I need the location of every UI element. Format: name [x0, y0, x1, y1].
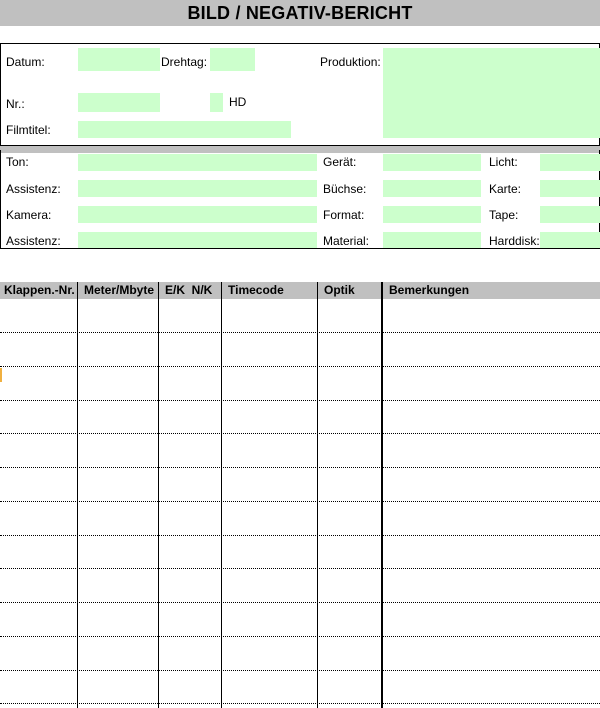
table-row[interactable] [0, 636, 600, 637]
licht-label: Licht: [489, 155, 518, 169]
nr-field[interactable] [78, 93, 160, 112]
datum-label: Datum: [6, 55, 45, 69]
col-header-klappen: Klappen.-Nr. [4, 283, 75, 297]
ton-field[interactable] [78, 154, 317, 171]
hd-label: HD [229, 95, 247, 109]
col-header-meter: Meter/Mbyte [84, 283, 155, 297]
col-divider [381, 282, 383, 708]
produktion-field[interactable] [383, 48, 600, 138]
table-row[interactable] [0, 467, 600, 468]
table-row[interactable] [0, 535, 600, 536]
col-header-ek-nk: E/K N/K [165, 283, 213, 297]
drehtag-field[interactable] [210, 48, 255, 71]
buechse-label: Büchse: [323, 182, 367, 196]
table-row[interactable] [0, 703, 600, 704]
geraet-field[interactable] [383, 154, 481, 171]
col-header-optik: Optik [324, 283, 355, 297]
ton-label: Ton: [6, 155, 29, 169]
assistenz2-label: Assistenz: [6, 234, 61, 248]
assistenz2-field[interactable] [78, 232, 317, 248]
filmtitel-field[interactable] [78, 121, 291, 138]
active-cell-marker [0, 368, 2, 382]
col-header-timecode: Timecode [228, 283, 284, 297]
table-row[interactable] [0, 568, 600, 569]
produktion-label: Produktion: [320, 55, 381, 69]
format-label: Format: [323, 208, 365, 222]
col-divider [158, 282, 159, 708]
kamera-field[interactable] [78, 206, 317, 223]
assistenz1-field[interactable] [78, 180, 317, 197]
table-row[interactable] [0, 400, 600, 401]
col-header-bemerkungen: Bemerkungen [389, 283, 470, 297]
table-header [0, 282, 600, 299]
col-divider [77, 282, 78, 708]
col-divider [221, 282, 222, 708]
buechse-field[interactable] [383, 180, 481, 197]
material-field[interactable] [383, 232, 481, 248]
table-row[interactable] [0, 501, 600, 502]
filmtitel-label: Filmtitel: [6, 123, 51, 137]
datum-field[interactable] [78, 48, 160, 71]
table-row[interactable] [0, 602, 600, 603]
table-row[interactable] [0, 366, 600, 367]
drehtag-label: Drehtag: [161, 55, 208, 69]
kamera-label: Kamera: [6, 208, 52, 222]
table-row[interactable] [0, 332, 600, 333]
harddisk-label: Harddisk: [489, 234, 540, 248]
format-field[interactable] [383, 206, 481, 223]
karte-label: Karte: [489, 182, 522, 196]
tape-field[interactable] [540, 206, 600, 223]
col-divider [317, 282, 318, 708]
hd-checkbox[interactable] [210, 93, 223, 112]
assistenz1-label: Assistenz: [6, 182, 61, 196]
table-row[interactable] [0, 670, 600, 671]
shot-log-table [0, 282, 600, 708]
nr-label: Nr.: [6, 97, 25, 111]
material-label: Material: [323, 234, 370, 248]
table-row[interactable] [0, 433, 600, 434]
karte-field[interactable] [540, 180, 600, 197]
licht-field[interactable] [540, 154, 600, 171]
tape-label: Tape: [489, 208, 519, 222]
page-title: BILD / NEGATIV-BERICHT [0, 0, 600, 26]
harddisk-field[interactable] [540, 232, 600, 248]
geraet-label: Gerät: [323, 155, 357, 169]
